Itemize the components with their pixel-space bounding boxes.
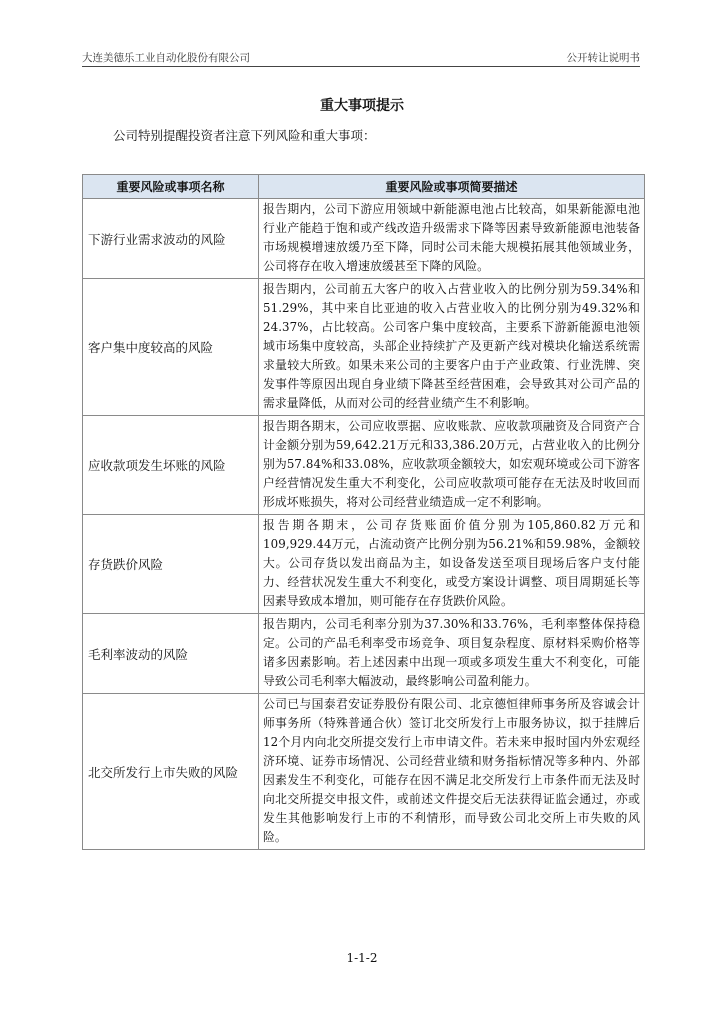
risk-description: 报告期内，公司前五大客户的收入占营业收入的比例分别为59.34%和51.29%，其中来自比亚迪的收入占营业收入的比例分别为49.32%和24.37%，占比较高。公司客户集中度较高，主要系下游新能源电池领域市场集中度较高，头部企业持续扩产及更新产线对模块化输送系统需求量较大所致。如果未来公司的主要客户由于产业政策、行业洗牌、突发事件等原因出现自身业绩下降甚至经营困难，会导致其对公司产品的需求量降低，从而对公司的经营业绩产生不利影响。 (259, 279, 645, 416)
header-risk-name: 重要风险或事项名称 (83, 175, 259, 199)
table-row (83, 614, 645, 694)
risk-name: 客户集中度较高的风险 (83, 279, 259, 416)
table-row (83, 416, 645, 515)
risk-name: 北交所发行上市失败的风险 (83, 694, 259, 850)
header-risk-description: 重要风险或事项简要描述 (259, 175, 645, 199)
risk-table (82, 174, 645, 850)
section-title: 重大事项提示 (320, 98, 404, 114)
risk-description: 公司已与国泰君安证券股份有限公司、北京德恒律师事务所及容诚会计师事务所（特殊普通合伙）签订北交所发行上市服务协议，拟于挂牌后12个月内向北交所提交发行上市申请文件。若未来申报时国内外宏观经济环境、证券市场情况、公司经营业绩和财务指标情况等多种内、外部因素发生不利变化，可能存在因不满足北交所发行上市条件而无法及时向北交所提交申报文件，或前述文件提交后无法获得证监会通过，亦或发生其他影响发行上市的不利情形，而导致公司北交所上市失败的风险。 (259, 694, 645, 850)
table-row (83, 694, 645, 850)
page-number: 1-1-2 (346, 951, 378, 965)
intro-text: 公司特别提醒投资者注意下列风险和重大事项： (113, 128, 376, 143)
risk-description: 报告期内，公司下游应用领域中新能源电池占比较高，如果新能源电池行业产能趋于饱和或产线改造升级需求下降等因素导致新能源电池装备市场规模增速放缓乃至下降，同时公司未能大规模拓展其他领域业务，公司将存在收入增速放缓甚至下降的风险。 (259, 199, 645, 279)
risk-description: 报告期各期末，公司存货账面价值分别为105,860.82万元和109,929.44万元，占流动资产比例分别为56.21%和59.98%，金额较大。公司存货以发出商品为主，如设备发送至项目现场后客户支付能力、经营状况发生重大不利变化，或受方案设计调整、项目周期延长等因素导致成本增加，则可能存在存货跌价风险。 (259, 515, 645, 614)
page-header (82, 50, 640, 67)
risk-name: 应收款项发生坏账的风险 (83, 416, 259, 515)
header-company-name: 大连美德乐工业自动化股份有限公司 (82, 52, 250, 64)
risk-name: 下游行业需求波动的风险 (83, 199, 259, 279)
table-row (83, 515, 645, 614)
risk-description: 报告期内，公司毛利率分别为37.30%和33.76%，毛利率整体保持稳定。公司的产品毛利率受市场竞争、项目复杂程度、原材料采购价格等诸多因素影响。若上述因素中出现一项或多项发生重大不利变化，可能导致公司毛利率大幅波动，最终影响公司盈利能力。 (259, 614, 645, 694)
risk-name: 存货跌价风险 (83, 515, 259, 614)
table-row (83, 279, 645, 416)
table-row (83, 199, 645, 279)
risk-description: 报告期各期末，公司应收票据、应收账款、应收款项融资及合同资产合计金额分别为59,642.21万元和33,386.20万元，占营业收入的比例分别为57.84%和33.08%，应收款项金额较大，如宏观环境或公司下游客户经营情况发生重大不利变化，公司应收款项可能存在无法及时收回而形成坏账损失，将对公司经营业绩造成一定不利影响。 (259, 416, 645, 515)
table-header-row (83, 175, 645, 199)
header-doc-type: 公开转让说明书 (566, 52, 640, 64)
risk-name: 毛利率波动的风险 (83, 614, 259, 694)
